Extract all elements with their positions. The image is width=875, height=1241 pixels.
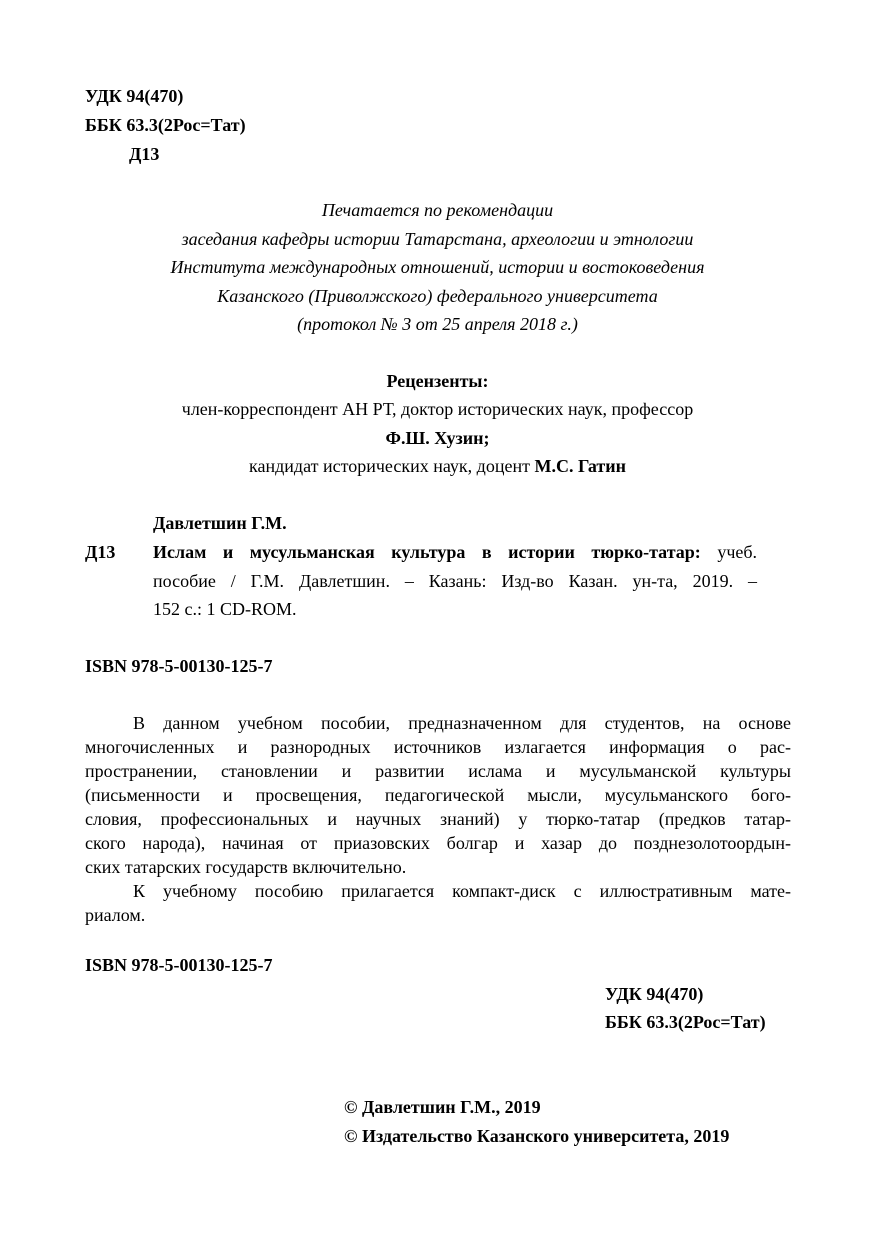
bbk-code: ББК 63.3(2Рос=Тат) (85, 115, 246, 135)
recommendation-line: (протокол № 3 от 25 апреля 2018 г.) (297, 314, 578, 334)
annotation-line: пространении, становлении и развитии ислама и мусульманской культуры (85, 761, 791, 781)
reviewers-title: Рецензенты: (386, 371, 489, 391)
annotation-line: В данном учебном пособии, предназначенном для студентов, на основе (133, 713, 791, 733)
copyright-publisher: © Издательство Казанского университета, 2019 (344, 1126, 730, 1146)
annotation-line: (письменности и просвещения, педагогической мысли, мусульманского бого- (85, 785, 791, 805)
bib-title-line (153, 540, 757, 564)
annotation-line: ского народа), начиная от приазовских болгар и хазар до позднезолотоордын- (85, 833, 791, 853)
annotation-line: К учебному пособию прилагается компакт-диск с иллюстративным мате- (133, 881, 791, 901)
footer-udk: УДК 94(470) (605, 984, 704, 1004)
recommendation-line: Печатается по рекомендации (321, 200, 554, 220)
annotation-line: многочисленных и разнородных источников излагается информация о рас- (85, 737, 791, 757)
author-mark: Д13 (129, 144, 160, 164)
recommendation-line: Института международных отношений, истории и востоковедения (170, 257, 705, 277)
bib-title-rest: учеб. (717, 542, 758, 562)
bib-extent: 152 с.: 1 CD-ROM. (153, 599, 297, 619)
annotation-line: ских татарских государств включительно. (85, 857, 407, 877)
bib-title: Ислам и мусульманская культура в истории тюрко-татар: (153, 542, 701, 562)
bib-code: Д13 (85, 542, 116, 562)
reviewer-1-name: Ф.Ш. Хузин; (385, 428, 490, 448)
isbn: ISBN 978-5-00130-125-7 (85, 656, 273, 676)
isbn: ISBN 978-5-00130-125-7 (85, 955, 273, 975)
udk-code: УДК 94(470) (85, 86, 184, 106)
copyright-author: © Давлетшин Г.М., 2019 (344, 1097, 541, 1117)
annotation-line: словия, профессиональных и научных знаний) у тюрко-татар (предков татар- (85, 809, 791, 829)
footer-bbk: ББК 63.3(2Рос=Тат) (605, 1012, 766, 1032)
bib-publication: пособие / Г.М. Давлетшин. – Казань: Изд-во Казан. ун-та, 2019. – (153, 571, 757, 591)
recommendation-line: Казанского (Приволжского) федерального университета (217, 286, 658, 306)
recommendation-line: заседания кафедры истории Татарстана, археологии и этнологии (181, 229, 694, 249)
annotation-line: риалом. (85, 905, 146, 925)
reviewer-2-name: М.С. Гатин (534, 456, 626, 476)
reviewer-2-credentials: кандидат исторических наук, доцент (249, 456, 530, 476)
reviewer-2-line (0, 454, 875, 478)
reviewer-1-credentials: член-корреспондент АН РТ, доктор исторических наук, профессор (181, 399, 694, 419)
bib-author: Давлетшин Г.М. (153, 513, 287, 533)
